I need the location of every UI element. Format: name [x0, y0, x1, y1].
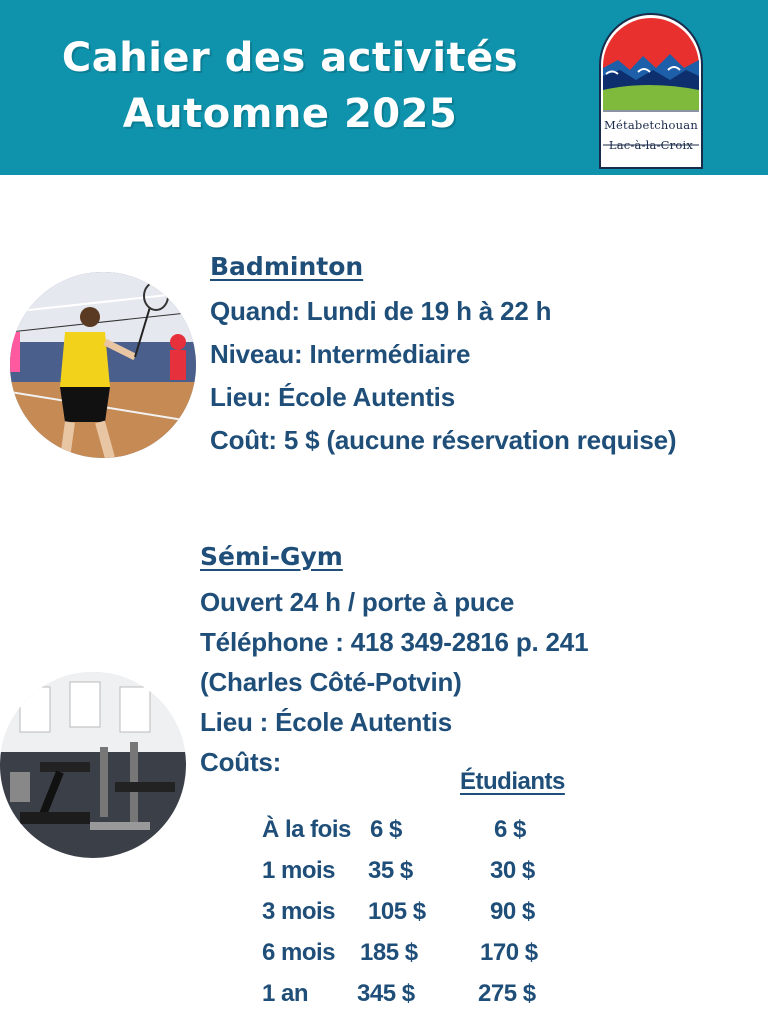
price-row	[0, 980, 768, 1012]
price-row	[0, 857, 768, 889]
price-row	[0, 898, 768, 930]
price-row	[0, 939, 768, 971]
price-period: À la fois	[262, 816, 351, 843]
badminton-title: Badminton	[210, 252, 364, 281]
badminton-line-cost: Coût: 5 $ (aucune réservation requise)	[210, 425, 677, 455]
semigym-line-location: Lieu : École Autentis	[200, 707, 452, 737]
price-period: 1 an	[262, 980, 309, 1007]
students-column-header: Étudiants	[460, 768, 565, 795]
price-regular: 105 $	[368, 898, 426, 925]
badminton-line-level: Niveau: Intermédiaire	[210, 339, 471, 369]
logo-text-line-1: Métabetchouan	[604, 118, 698, 132]
header-banner	[0, 0, 768, 175]
price-student: 170 $	[480, 939, 538, 966]
price-student: 90 $	[490, 898, 535, 925]
semigym-title: Sémi-Gym	[200, 542, 343, 571]
price-row	[0, 816, 768, 848]
badminton-photo	[10, 272, 196, 458]
price-period: 1 mois	[262, 857, 336, 884]
price-student: 30 $	[490, 857, 535, 884]
price-student: 6 $	[494, 816, 526, 843]
page-title	[30, 30, 550, 142]
price-regular: 6 $	[370, 816, 402, 843]
semigym-line-costs: Coûts:	[200, 747, 282, 777]
price-student: 275 $	[478, 980, 536, 1007]
price-period: 3 mois	[262, 898, 336, 925]
badminton-line-location: Lieu: École Autentis	[210, 382, 455, 412]
logo-text-line-2: Lac-à-la-Croix	[608, 138, 694, 152]
semigym-line-contact: (Charles Côté-Potvin)	[200, 667, 462, 697]
semigym-line-open: Ouvert 24 h / porte à puce	[200, 587, 515, 617]
semigym-line-phone: Téléphone : 418 349-2816 p. 241	[200, 627, 589, 657]
price-period: 6 mois	[262, 939, 336, 966]
title-line-2: Automne 2025	[122, 91, 458, 137]
badminton-line-when: Quand: Lundi de 19 h à 22 h	[210, 296, 552, 326]
price-regular: 35 $	[368, 857, 413, 884]
title-line-1: Cahier des activités	[61, 35, 519, 81]
price-regular: 185 $	[360, 939, 418, 966]
municipality-logo	[598, 10, 704, 170]
price-regular: 345 $	[357, 980, 415, 1007]
